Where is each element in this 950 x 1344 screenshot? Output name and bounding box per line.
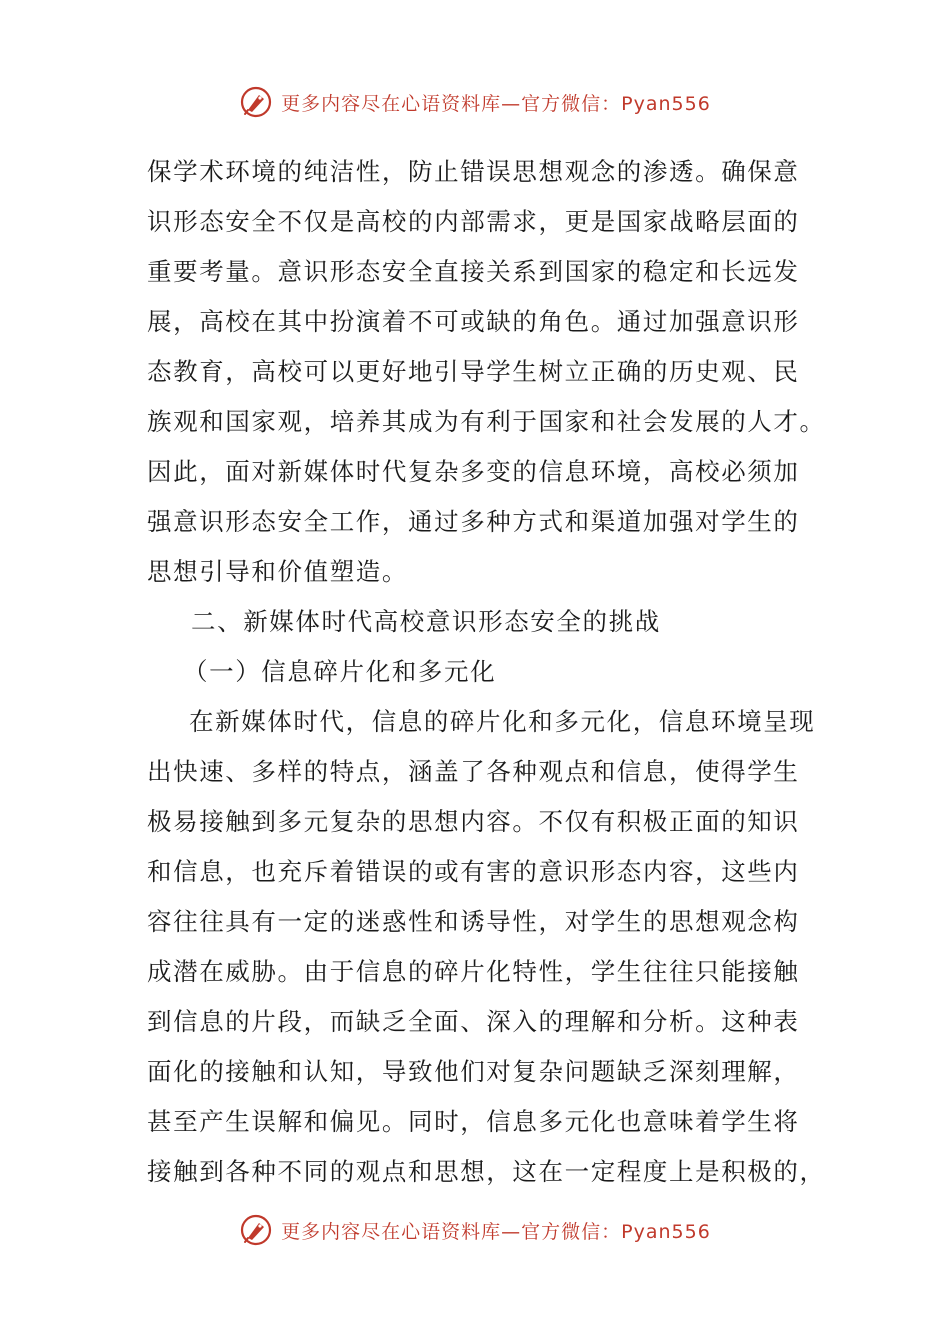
paragraph-line: 面化的接触和认知，导致他们对复杂问题缺乏深刻理解， bbox=[147, 1057, 800, 1086]
paragraph-line: 在新媒体时代，信息的碎片化和多元化，信息环境呈现 bbox=[189, 707, 816, 736]
section-heading: 二、新媒体时代高校意识形态安全的挑战 bbox=[191, 607, 661, 636]
footer-banner-text: 更多内容尽在心语资料库—官方微信：Pyan556 bbox=[281, 1220, 711, 1243]
pen-nib-logo-icon bbox=[239, 85, 273, 119]
paragraph-line: 族观和国家观，培养其成为有利于国家和社会发展的人才。 bbox=[147, 407, 826, 436]
paragraph-line: 容往往具有一定的迷惑性和诱导性，对学生的思想观念构 bbox=[147, 907, 800, 936]
paragraph-line: 出快速、多样的特点，涵盖了各种观点和信息，使得学生 bbox=[147, 757, 800, 786]
paragraph-line: 甚至产生误解和偏见。同时，信息多元化也意味着学生将 bbox=[147, 1107, 800, 1136]
header-watermark-banner bbox=[0, 82, 950, 122]
paragraph-line: 到信息的片段，而缺乏全面、深入的理解和分析。这种表 bbox=[147, 1007, 800, 1036]
subsection-heading: （一）信息碎片化和多元化 bbox=[183, 657, 497, 686]
paragraph-line: 重要考量。意识形态安全直接关系到国家的稳定和长远发 bbox=[147, 257, 800, 286]
paragraph-line: 成潜在威胁。由于信息的碎片化特性，学生往往只能接触 bbox=[147, 957, 800, 986]
paragraph-line: 保学术环境的纯洁性，防止错误思想观念的渗透。确保意 bbox=[147, 157, 800, 186]
paragraph-line: 识形态安全不仅是高校的内部需求，更是国家战略层面的 bbox=[147, 207, 800, 236]
paragraph-line: 因此，面对新媒体时代复杂多变的信息环境，高校必须加 bbox=[147, 457, 800, 486]
header-banner-text: 更多内容尽在心语资料库—官方微信：Pyan556 bbox=[281, 92, 711, 115]
paragraph-line: 思想引导和价值塑造。 bbox=[147, 557, 408, 586]
document-body bbox=[147, 147, 826, 1197]
paragraph-line: 态教育，高校可以更好地引导学生树立正确的历史观、民 bbox=[147, 357, 800, 386]
paragraph-line: 极易接触到多元复杂的思想内容。不仅有积极正面的知识 bbox=[147, 807, 800, 836]
footer-watermark-banner bbox=[0, 1210, 950, 1250]
paragraph-line: 强意识形态安全工作，通过多种方式和渠道加强对学生的 bbox=[147, 507, 800, 536]
paragraph-line: 接触到各种不同的观点和思想，这在一定程度上是积极的， bbox=[147, 1157, 826, 1186]
paragraph-line: 展，高校在其中扮演着不可或缺的角色。通过加强意识形 bbox=[147, 307, 800, 336]
paragraph-line: 和信息，也充斥着错误的或有害的意识形态内容，这些内 bbox=[147, 857, 800, 886]
pen-nib-logo-icon bbox=[239, 1213, 273, 1247]
